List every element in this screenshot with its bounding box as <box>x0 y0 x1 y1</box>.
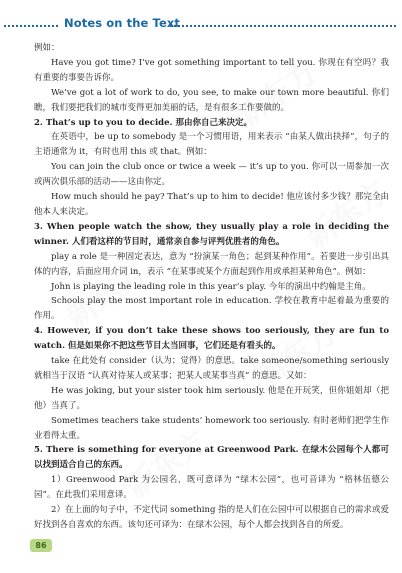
header-dotted-rule-right <box>170 25 396 27</box>
note-heading-4: 4. However, if you don’t take these shows too seriously, they are fun to watch. 但是如果你不把这些节目太当回事，它们还是有看头的。 <box>34 326 389 352</box>
explanation-paragraph: 2）在上面的句子中，不定代词 something 指的是人们在公园中可以根据自己的需求或爱好找到各自喜欢的东西。该句还可译为：在绿木公园，每个人都会找到各自的所爱。 <box>34 505 389 530</box>
example-sentence: Sometimes teachers take students’ homework too seriously. 有时老师们把学生作业看得太重。 <box>34 415 389 441</box>
watermark: 新东方 <box>250 314 344 396</box>
note-heading-2: 2. That’s up to you to decide. 那由你自己来决定。 <box>34 117 252 128</box>
example-sentence: Have you got time? I’ve got something important to tell you. 你现在有空吗？我有重要的事要告诉你。 <box>34 57 389 83</box>
example-sentence: Schools play the most important role in education. 学校在教育中起着最为重要的作用。 <box>34 296 389 322</box>
note-heading-5: 5. There is something for everyone at Greenwood Park. 在绿木公园每个人都可以找到适合自己的东西。 <box>34 445 389 471</box>
notes-body <box>34 41 389 533</box>
page-number: 86 <box>30 539 52 552</box>
example-sentence: We’ve got a lot of work to do, you see, to make our town more beautiful. 你们瞧，我们要把我们的城市变得更加美丽的话，是有很多工作要做的。 <box>34 87 389 113</box>
watermark: 新东方 <box>230 54 324 136</box>
example-sentence: You can join the club once or twice a week — it’s up to you. 你可以一周参加一次或两次俱乐部的活动——这由你定。 <box>34 162 389 188</box>
explanation-paragraph: 在英语中，be up to somebody 是一个习惯用语，用来表示 “由某人做出抉择”，句子的主语通常为 it，有时也用 this 或 that。例如： <box>34 132 389 158</box>
explanation-paragraph: play a role 是一种固定表达，意为 “扮演某一角色；起到某种作用”。若要进一步引出具体的内容，后面应用介词 in，表示 “在某事或某个方面起到作用或承担某种角色”。例如： <box>34 251 389 277</box>
example-sentence: He was joking, but your sister took him seriously. 他是在开玩笑，但你姐姐却（把他）当真了。 <box>34 385 389 411</box>
section-header <box>0 11 402 37</box>
note-heading-3: 3. When people watch the show, they usually play a role in deciding the winner. 人们看这样的节目时，通常亲自参与评判优胜者的角色。 <box>34 221 389 247</box>
watermark: 新东方 <box>60 254 154 336</box>
example-lead: 例如： <box>34 43 60 53</box>
example-sentence: How much should he pay? That’s up to him to decide! 他应该付多少钱？那完全由他本人来决定。 <box>34 192 389 217</box>
explanation-paragraph: take 在此处有 consider（认为；觉得）的意思。take someone/something seriously 就相当于汉语 “认真对待某人或某事；把某人或某事当真” 的意思。又如： <box>34 356 389 381</box>
watermark: 新东方 <box>300 174 394 256</box>
section-title: Notes on the Text <box>64 16 180 30</box>
explanation-paragraph: 1）Greenwood Park 为公园名，既可意译为 “绿木公园”，也可音译为 “格林伍德公园”。在此我们采用意译。 <box>34 475 389 501</box>
example-sentence: John is playing the leading role in this year’s play. 今年的演出中约翰是主角。 <box>51 281 371 292</box>
header-dotted-rule-left <box>4 25 58 27</box>
watermark: 新东方 <box>120 424 214 506</box>
